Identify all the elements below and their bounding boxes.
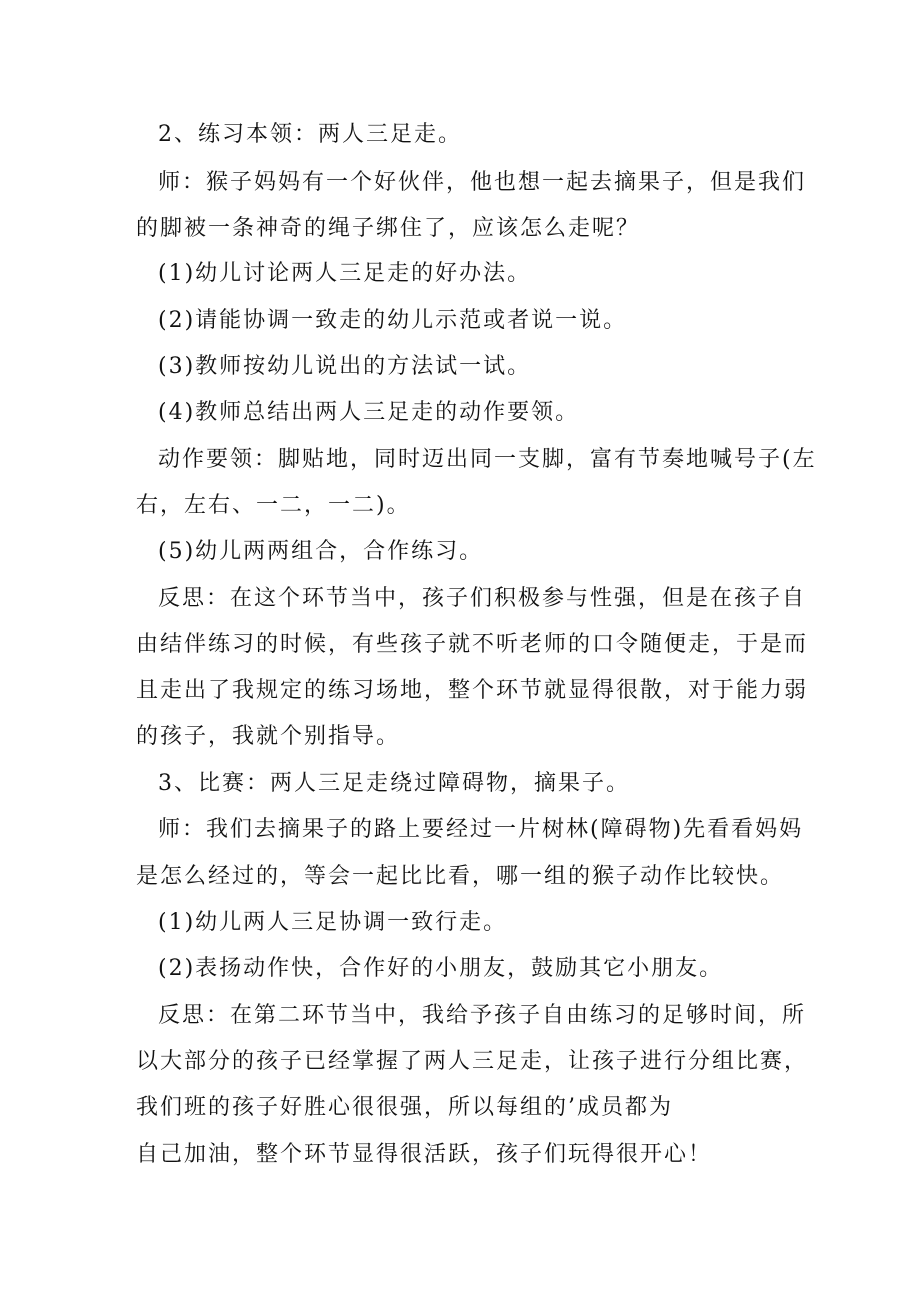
list-item: (1)幼儿两人三足协调一致行走。 xyxy=(158,910,508,935)
section-heading: 3、比赛：两人三足走绕过障碍物，摘果子。 xyxy=(158,771,630,796)
paragraph-line: 右，左右、一二，一二)。 xyxy=(136,493,411,518)
paragraph-line: 师：我们去摘果子的路上要经过一片树林(障碍物)先看看妈妈 xyxy=(158,817,804,842)
list-item: (2)表扬动作快，合作好的小朋友，鼓励其它小朋友。 xyxy=(158,956,724,981)
paragraph-line: 反思：在这个环节当中，孩子们积极参与性强，但是在孩子自 xyxy=(158,586,807,611)
list-item: (1)幼儿讨论两人三足走的好办法。 xyxy=(158,261,532,286)
paragraph-line: 且走出了我规定的练习场地，整个环节就显得很散，对于能力弱 xyxy=(136,678,809,703)
paragraph-line: 以大部分的孩子已经掌握了两人三足走，让孩子进行分组比赛， xyxy=(136,1049,809,1074)
paragraph-line: 是怎么经过的，等会一起比比看，哪一组的猴子动作比较快。 xyxy=(136,864,785,889)
list-item: (5)幼儿两两组合，合作练习。 xyxy=(158,539,484,564)
paragraph-line: 自己加油，整个环节显得很活跃，孩子们玩得很开心！ xyxy=(136,1142,713,1167)
section-heading: 2、练习本领：两人三足走。 xyxy=(158,122,462,147)
paragraph-line: 由结伴练习的时候，有些孩子就不听老师的口令随便走，于是而 xyxy=(136,632,809,657)
paragraph-line: 的脚被一条神奇的绳子绑住了，应该怎么走呢？ xyxy=(136,216,641,241)
paragraph-line: 我们班的孩子好胜心很很强，所以每组的’成员都为 xyxy=(136,1095,673,1120)
paragraph-line: 师：猴子妈妈有一个好伙伴，他也想一起去摘果子，但是我们 xyxy=(158,170,807,195)
paragraph-line: 反思：在第二环节当中，我给予孩子自由练习的足够时间，所 xyxy=(158,1003,807,1028)
paragraph-line: 动作要领：脚贴地，同时迈出同一支脚，富有节奏地喊号子(左 xyxy=(158,447,817,472)
list-item: (3)教师按幼儿说出的方法试一试。 xyxy=(158,354,532,379)
list-item: (2)请能协调一致走的幼儿示范或者说一说。 xyxy=(158,308,628,333)
paragraph-line: 的孩子，我就个别指导。 xyxy=(136,724,401,749)
list-item: (4)教师总结出两人三足走的动作要领。 xyxy=(158,400,580,425)
